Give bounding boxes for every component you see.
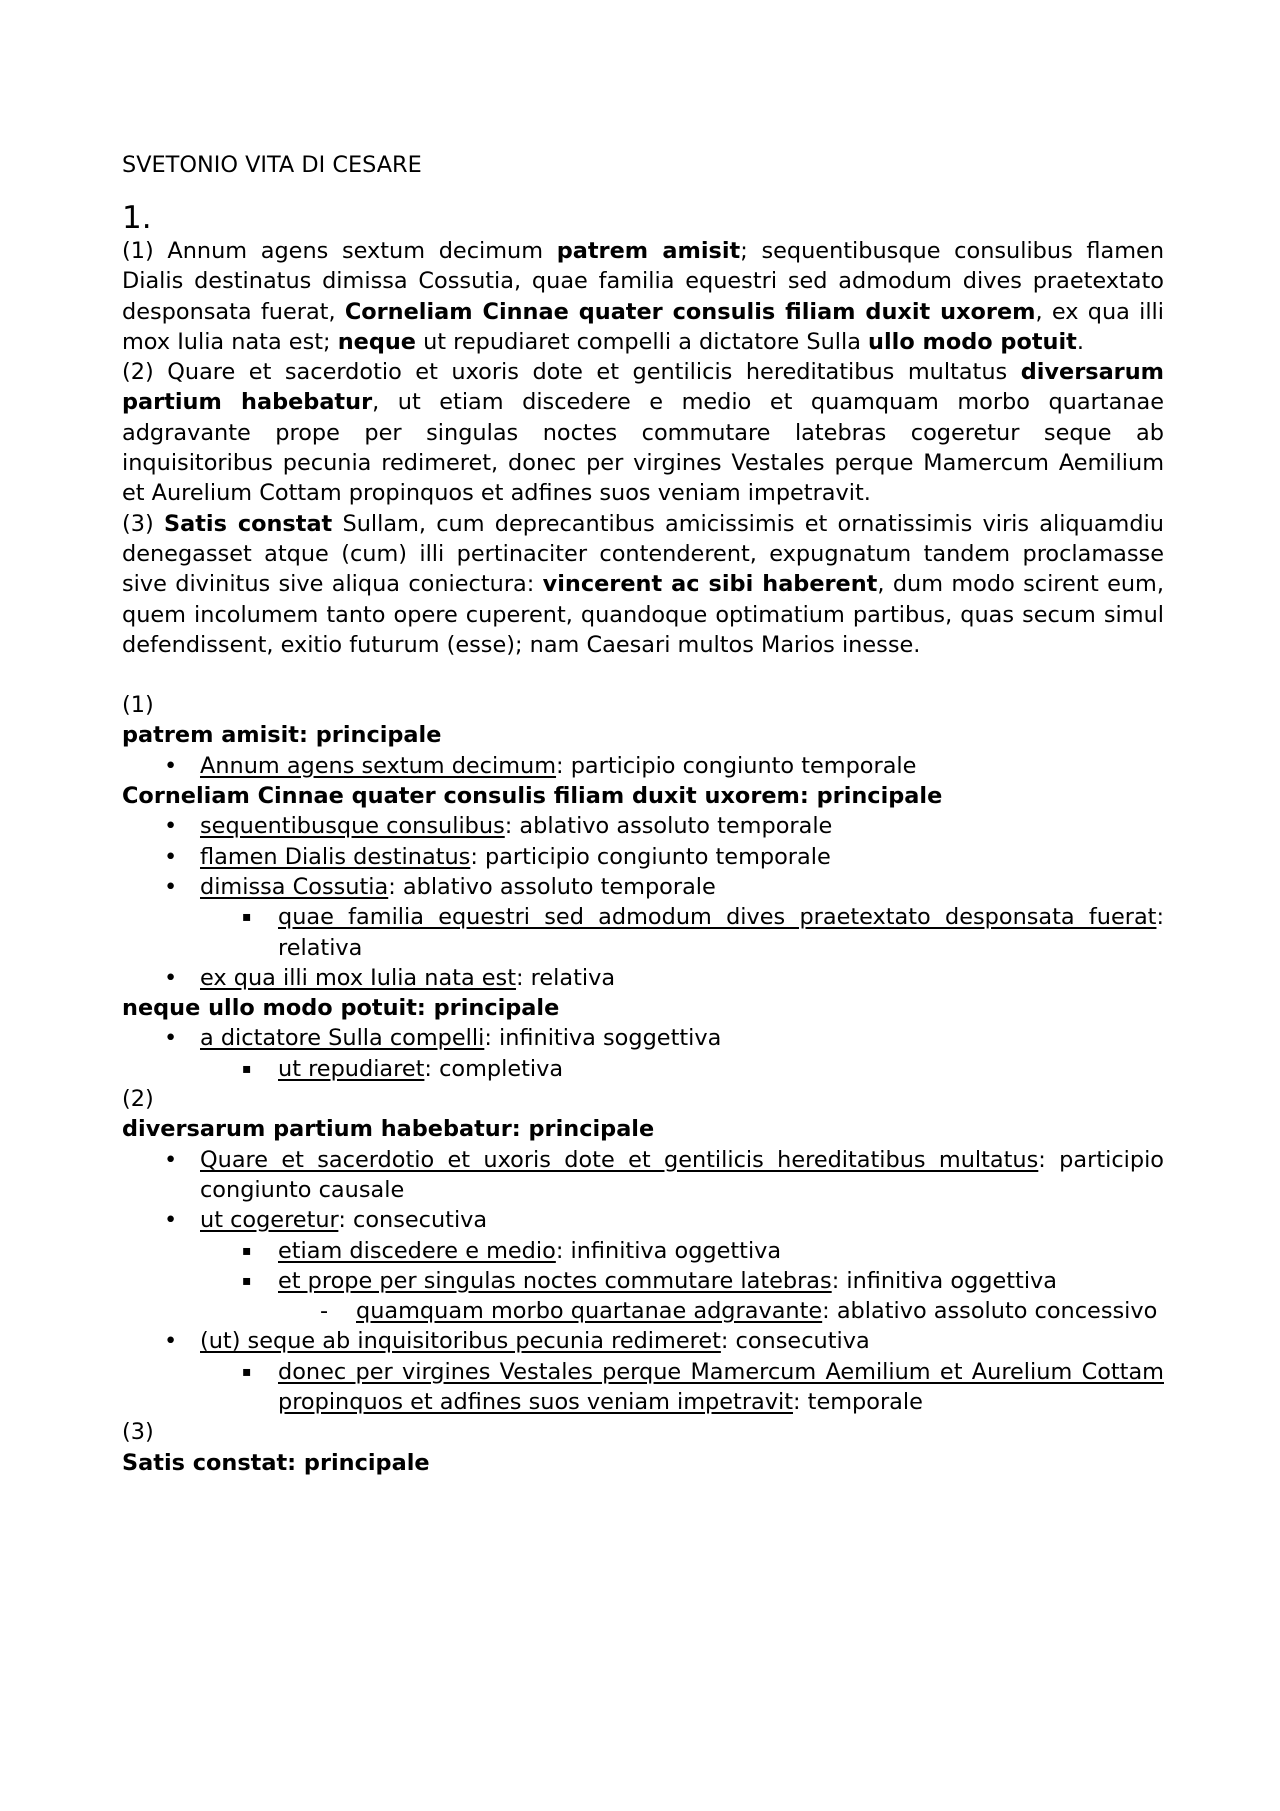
latin-paragraph-2: (2) Quare et sacerdotio et uxoris dote et gentilicis hereditatibus multatus diversarum partium habebatur, ut etiam discedere e medio et quamquam morbo quartanae adgravante prope per singulas noctes commutare latebras cogeretur seque ab inquisitoribus pecunia redimeret, donec per virgines Vestales perque Mamercum Aemilium et Aurelium Cottam propinquos et adfines suos veniam impetravit.: [122, 359, 1164, 507]
bullet-icon: •: [164, 1146, 178, 1173]
main-clause-heading: Corneliam Cinnae quater consulis filiam duxit uxorem: principale: [122, 783, 943, 810]
document-page: [122, 150, 1164, 1478]
clause-list: [122, 1023, 1164, 1084]
main-clause-heading: patrem amisit: principale: [122, 722, 442, 749]
list-item: ▪ etiam discedere e medio: infinitiva oggettiva: [122, 1236, 1164, 1266]
clause-list: [122, 751, 1164, 781]
list-item: ▪ donec per virgines Vestales perque Mamercum Aemilium et Aurelium Cottam propinquos et adfines suos veniam impetravit: temporale: [242, 1358, 1164, 1415]
document-title: SVETONIO VITA DI CESARE: [122, 152, 422, 178]
clause-list: [122, 1145, 1164, 1418]
bullet-icon: •: [164, 873, 178, 900]
bullet-icon: •: [164, 1207, 178, 1234]
dash-bullet-icon: -: [320, 1298, 329, 1325]
analysis-section-1-number: (1): [122, 692, 154, 719]
list-item: ▪ et prope per singulas noctes commutare latebras: infinitiva oggettiva: [122, 1266, 1164, 1296]
bullet-icon: •: [164, 752, 178, 779]
list-item: • (ut) seque ab inquisitoribus pecunia redimeret: consecutiva: [122, 1326, 1164, 1356]
main-clause-heading: diversarum partium habebatur: principale: [122, 1116, 655, 1143]
bullet-icon: •: [164, 813, 178, 840]
list-item: • flamen Dialis destinatus: participio congiunto temporale: [122, 842, 1164, 872]
analysis-section-3-number: (3): [122, 1419, 154, 1446]
bullet-icon: •: [164, 1328, 178, 1355]
bullet-icon: •: [164, 964, 178, 991]
list-item: ▪ ut repudiaret: completiva: [122, 1054, 1164, 1084]
list-item: - quamquam morbo quartanae adgravante: ablativo assoluto concessivo: [122, 1296, 1164, 1326]
square-bullet-icon: ▪: [242, 1060, 252, 1077]
list-item: • dimissa Cossutia: ablativo assoluto temporale: [122, 872, 1164, 902]
list-item: • Quare et sacerdotio et uxoris dote et gentilicis hereditatibus multatus: participio congiunto causale: [164, 1146, 1164, 1203]
list-item: • Annum agens sextum decimum: participio congiunto temporale: [122, 751, 1164, 781]
square-bullet-icon: ▪: [242, 1272, 252, 1289]
clause-list: [122, 811, 1164, 993]
bullet-icon: •: [164, 843, 178, 870]
section-number: 1.: [122, 200, 152, 236]
list-item: • ut cogeretur: consecutiva: [122, 1205, 1164, 1235]
main-clause-heading: neque ullo modo potuit: principale: [122, 995, 560, 1022]
list-item: • sequentibusque consulibus: ablativo assoluto temporale: [122, 811, 1164, 841]
analysis-section-2-number: (2): [122, 1086, 154, 1113]
list-item: • ex qua illi mox Iulia nata est: relativa: [122, 963, 1164, 993]
square-bullet-icon: ▪: [242, 909, 252, 926]
main-clause-heading: Satis constat: principale: [122, 1449, 430, 1476]
latin-paragraph-1: (1) Annum agens sextum decimum patrem amisit; sequentibusque consulibus flamen Dialis destinatus dimissa Cossutia, quae familia equestri sed admodum dives praetextato desponsata fuerat, Corneliam Cinnae quater consulis filiam duxit uxorem, ex qua illi mox Iulia nata est; neque ut repudiaret compelli a dictatore Sulla ullo modo potuit.: [122, 238, 1165, 355]
list-item: • a dictatore Sulla compelli: infinitiva soggettiva: [122, 1023, 1164, 1053]
square-bullet-icon: ▪: [242, 1242, 252, 1259]
square-bullet-icon: ▪: [242, 1363, 252, 1380]
latin-paragraph-3: (3) Satis constat Sullam, cum deprecantibus amicissimis et ornatissimis viris aliquamdiu denegasset atque (cum) illi pertinaciter contenderent, expugnatum tandem proclamasse sive divinitus sive aliqua coniectura: vincerent ac sibi haberent, dum modo scirent eum, quem incolumem tanto opere cuperent, quandoque optimatium partibus, quas secum simul defendissent, exitio futurum (esse); nam Caesari multos Marios inesse.: [122, 510, 1164, 658]
bullet-icon: •: [164, 1025, 178, 1052]
list-item: ▪ quae familia equestri sed admodum dives praetextato desponsata fuerat: relativa: [242, 904, 1164, 961]
